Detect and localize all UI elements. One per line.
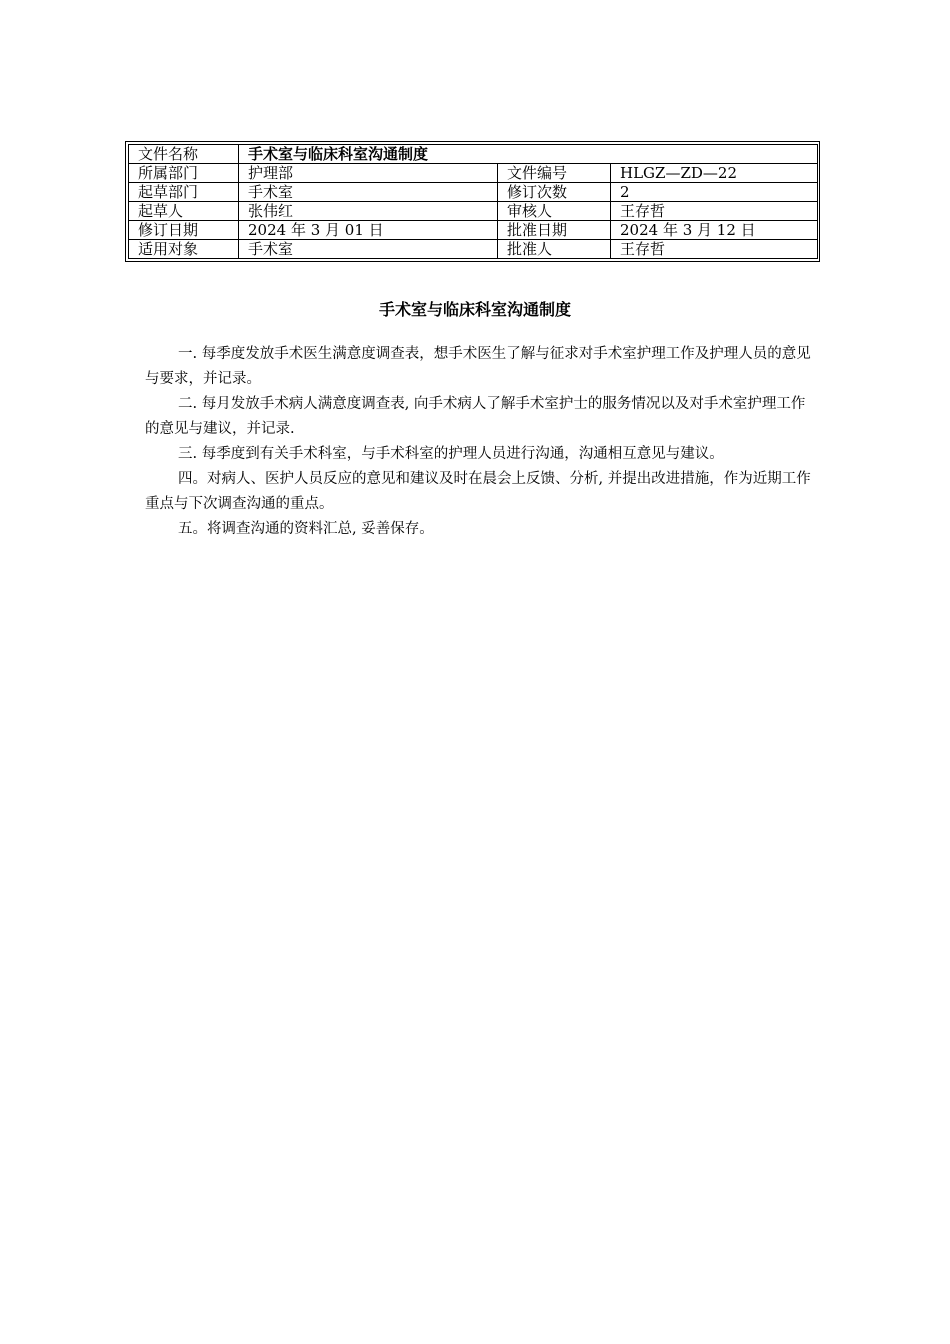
file-no-label: 文件编号: [498, 164, 611, 183]
approve-date-label: 批准日期: [498, 221, 611, 240]
reviewer-label: 审核人: [498, 202, 611, 221]
file-name-label: 文件名称: [129, 145, 239, 164]
dept-value: 护理部: [239, 164, 498, 183]
meta-row-revise-date: [129, 221, 818, 240]
revise-date-value: 2024 年 3 月 01 日: [239, 221, 498, 240]
scope-value: 手术室: [239, 240, 498, 259]
paragraph-1: 一. 每季度发放手术医生满意度调查表，想手术医生了解与征求对手术室护理工作及护理人员的意见与要求，并记录。: [145, 346, 811, 387]
document-title: 手术室与临床科室沟通制度: [378, 300, 571, 319]
scope-label: 适用对象: [129, 240, 239, 259]
dept-label: 所属部门: [129, 164, 239, 183]
drafter-label: 起草人: [129, 202, 239, 221]
meta-row-draft-dept: [129, 183, 818, 202]
reviewer-value: 王存哲: [611, 202, 818, 221]
document-body: [145, 342, 813, 542]
approve-date-value: 2024 年 3 月 12 日: [611, 221, 818, 240]
meta-row-file-name: [129, 145, 818, 164]
meta-row-dept: [129, 164, 818, 183]
draft-dept-label: 起草部门: [129, 183, 239, 202]
paragraph-5: 五。将调查沟通的资料汇总, 妥善保存。: [178, 521, 434, 537]
meta-table: [128, 144, 818, 259]
revise-date-label: 修订日期: [129, 221, 239, 240]
revision-value: 2: [611, 183, 818, 202]
file-no-value: HLGZ—ZD—22: [611, 164, 818, 183]
file-name-value: 手术室与临床科室沟通制度: [239, 145, 818, 164]
approver-label: 批准人: [498, 240, 611, 259]
meta-table-frame: [125, 141, 820, 262]
meta-row-scope: [129, 240, 818, 259]
meta-row-drafter: [129, 202, 818, 221]
drafter-value: 张伟红: [239, 202, 498, 221]
draft-dept-value: 手术室: [239, 183, 498, 202]
revision-label: 修订次数: [498, 183, 611, 202]
paragraph-3: 三. 每季度到有关手术科室，与手术科室的护理人员进行沟通，沟通相互意见与建议。: [178, 446, 724, 462]
paragraph-4: 四。对病人、医护人员反应的意见和建议及时在晨会上反馈、分析, 并提出改进措施，作为近期工作重点与下次调查沟通的重点。: [145, 471, 811, 512]
paragraph-2: 二. 每月发放手术病人满意度调查表, 向手术病人了解手术室护士的服务情况以及对手术室护理工作的意见与建议，并记录.: [145, 396, 806, 437]
approver-value: 王存哲: [611, 240, 818, 259]
